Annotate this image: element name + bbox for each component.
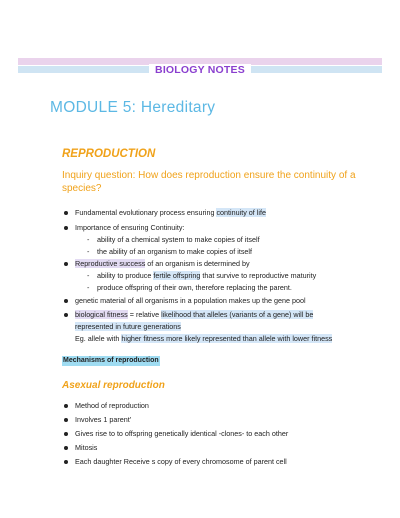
list-item: Involves 1 parent' — [75, 415, 132, 424]
list-item: Reproductive success of an organism is determined by — [75, 259, 250, 268]
list-subitem: produce offspring of their own, therefore replacing the parent. — [97, 283, 292, 292]
section-title: REPRODUCTION — [62, 148, 156, 160]
list-item: Fundamental evolutionary process ensuring continuity of life — [75, 208, 266, 217]
bullet-dot — [64, 262, 68, 266]
list-item: genetic material of all organisms in a population makes up the gene pool — [75, 296, 306, 305]
list-item-continued: represented in future generations — [75, 322, 181, 331]
bullet-dot — [64, 299, 68, 303]
list-item: Mitosis — [75, 443, 98, 452]
bullet-dot — [64, 460, 68, 464]
bullet-dot — [64, 211, 68, 215]
list-subitem: ability of a chemical system to make copies of itself — [97, 235, 260, 244]
asexual-title: Asexual reproduction — [62, 380, 165, 391]
module-title: MODULE 5: Hereditary — [50, 99, 216, 116]
mechanisms-heading: Mechanisms of reproduction — [63, 357, 159, 364]
bullet-dot — [64, 432, 68, 436]
inquiry-question: Inquiry question: How does reproduction ensure the continuity of a species? — [62, 170, 356, 194]
list-item: Gives rise to to offspring genetically identical -clones- to each other — [75, 429, 289, 438]
dash-marker: - — [87, 283, 90, 292]
list-subitem: ability to produce fertile offspring that survive to reproductive maturity — [97, 271, 317, 280]
bullet-dot — [64, 226, 68, 230]
bullet-dot — [64, 446, 68, 450]
list-item: biological fitness = relative likelihood that alleles (variants of a gene) will be — [75, 310, 314, 319]
header-title: BIOLOGY NOTES — [0, 60, 400, 78]
list-item: Each daughter Receive s copy of every chromosome of parent cell — [75, 457, 287, 466]
example-line: Eg. allele with higher fitness more likely represented than allele with lower fitness — [75, 334, 333, 343]
dash-marker: - — [87, 247, 90, 256]
list-item: Method of reproduction — [75, 401, 149, 410]
list-subitem: the ability of an organism to make copies of itself — [97, 247, 253, 256]
bullet-dot — [64, 404, 68, 408]
list-item: Importance of ensuring Continuity: — [75, 223, 185, 232]
bullet-dot — [64, 418, 68, 422]
bullet-dot — [64, 313, 68, 317]
dash-marker: - — [87, 271, 90, 280]
dash-marker: - — [87, 235, 90, 244]
